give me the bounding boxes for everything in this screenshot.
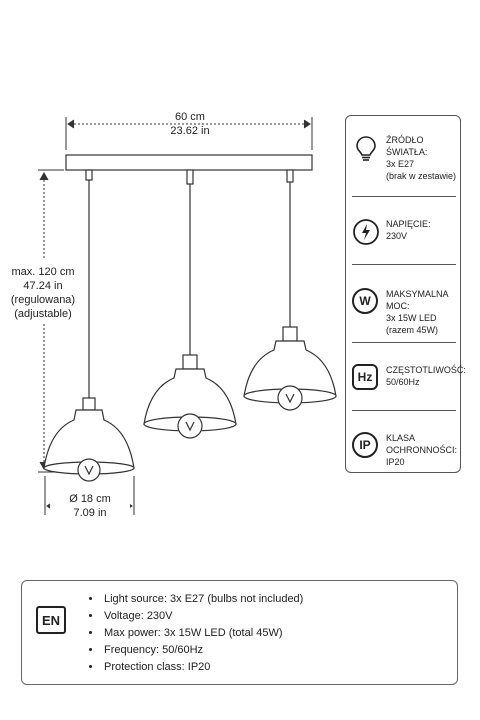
spec-title: NAPIĘCIE: — [386, 219, 431, 229]
language-badge: EN — [36, 606, 66, 634]
width-label — [140, 110, 240, 138]
spec-voltage — [346, 208, 462, 268]
spec-value: 3x 15W LED — [386, 313, 437, 323]
spec-max-power — [346, 278, 462, 338]
diameter-label — [50, 492, 130, 520]
spec-protection-class-text — [386, 432, 462, 468]
spec-panel — [345, 115, 466, 473]
divider — [352, 342, 456, 343]
height-dimension — [38, 170, 64, 472]
spec-value: 230V — [386, 231, 408, 241]
diameter-in: 7.09 in — [73, 507, 107, 519]
spec-value: (brak w zestawie) — [386, 171, 457, 181]
pendant-lamp-middle — [144, 170, 236, 438]
spec-frequency — [346, 354, 466, 414]
spec-title: KLASA OCHRONNOŚCI: — [386, 433, 458, 455]
divider — [352, 264, 456, 265]
width-cm: 60 cm — [175, 111, 205, 123]
height-adjustable-pl: (regulowana) — [10, 294, 76, 306]
ceiling-bar — [66, 155, 312, 170]
spec-light-source-text — [386, 134, 462, 182]
spec-title: CZĘSTOTLIWOŚĆ: — [386, 365, 466, 375]
list-item: • Max power: 3x 15W LED (total 45W) — [102, 625, 303, 642]
spec-value: 50/60Hz — [386, 377, 420, 387]
diameter-cm: Ø 18 cm — [69, 493, 111, 505]
height-adjustable-en: (adjustable) — [14, 308, 72, 320]
spec-voltage-text — [386, 218, 462, 242]
spec-light-source — [346, 124, 462, 184]
height-in: 47.24 in — [23, 280, 63, 292]
hertz-icon: Hz — [352, 364, 378, 390]
english-specs-panel — [21, 580, 458, 685]
watt-icon: W — [352, 288, 378, 314]
english-spec-list — [88, 591, 303, 676]
divider — [352, 410, 456, 411]
pendant-lamp-left — [44, 170, 134, 481]
divider — [352, 196, 456, 197]
spec-max-power-text — [386, 288, 462, 336]
width-in: 23.62 in — [170, 125, 210, 137]
spec-title: ŹRÓDŁO ŚWIATŁA: — [386, 135, 428, 157]
pendant-lamp-right — [244, 170, 336, 410]
list-item: • Light source: 3x E27 (bulbs not included) — [102, 591, 303, 608]
list-item: • Voltage: 230V — [102, 608, 303, 625]
spec-protection-class — [346, 422, 462, 482]
list-item: • Frequency: 50/60Hz — [102, 642, 303, 659]
light-bulb-icon — [352, 134, 380, 162]
spec-value: (razem 45W) — [386, 325, 439, 335]
spec-value: 3x E27 — [386, 159, 415, 169]
list-item: • Protection class: IP20 — [102, 659, 303, 676]
ip-icon: IP — [352, 432, 378, 458]
spec-value: IP20 — [386, 457, 405, 467]
height-cm: max. 120 cm — [11, 266, 75, 278]
spec-frequency-text — [386, 364, 466, 388]
lightning-icon — [352, 218, 380, 246]
height-label — [2, 265, 84, 321]
spec-title: MAKSYMALNA MOC: — [386, 289, 449, 311]
